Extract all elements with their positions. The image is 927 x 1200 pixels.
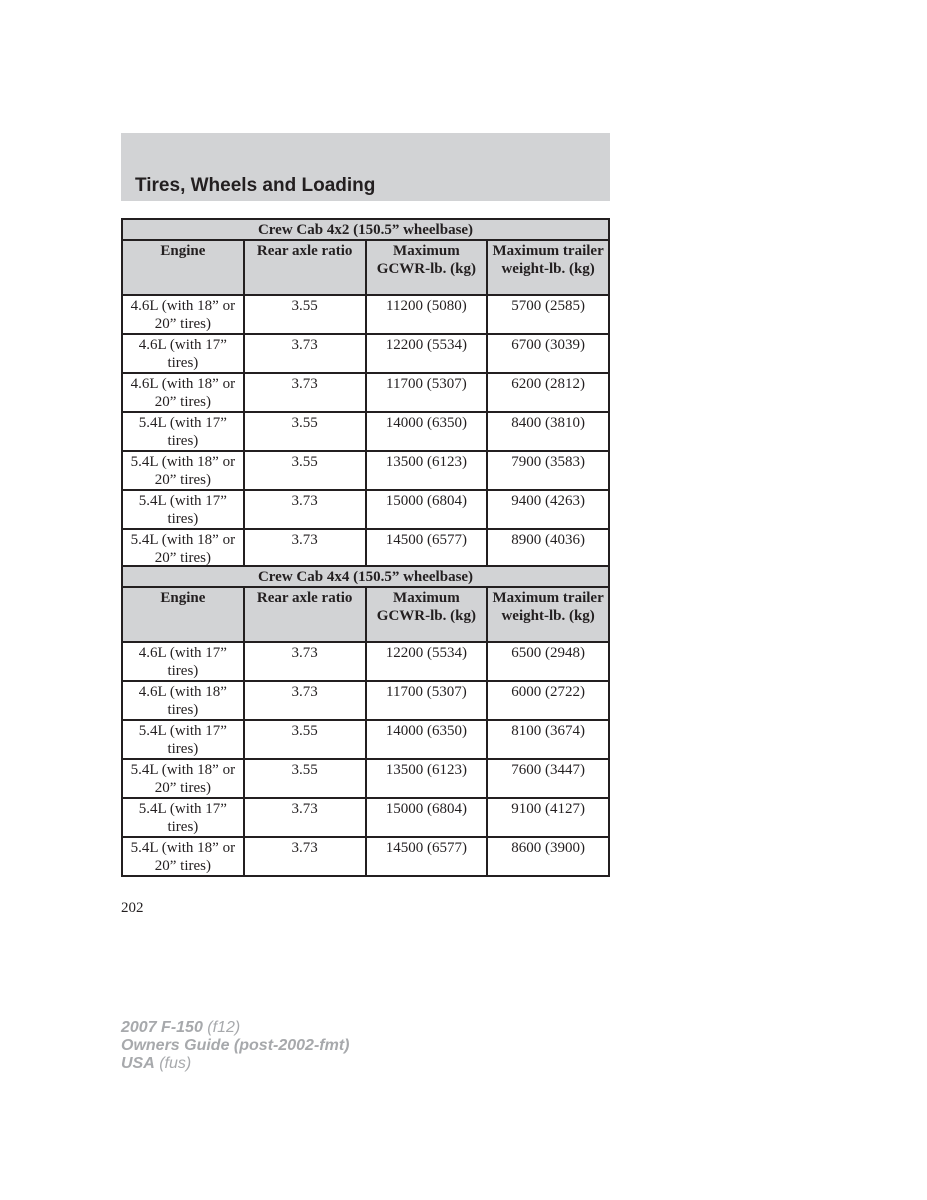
trailer-weight-cell: 9100 (4127) [487,798,609,837]
table-row [122,681,609,720]
footer-line-guide [121,1037,349,1055]
page-number: 202 [121,900,144,916]
footer-line-model [121,1019,349,1037]
trailer-weight-cell: 7600 (3447) [487,759,609,798]
table-row [122,837,609,876]
towing-table-crew-cab-4x4 [121,565,610,877]
table-row [122,334,609,373]
engine-cell: 4.6L (with 17” tires) [122,334,244,373]
table-row [122,295,609,334]
trailer-weight-cell: 8100 (3674) [487,720,609,759]
engine-cell: 5.4L (with 17” tires) [122,490,244,529]
engine-cell: 4.6L (with 18” tires) [122,681,244,720]
axle-ratio-cell: 3.55 [244,451,366,490]
engine-cell: 5.4L (with 18” or 20” tires) [122,529,244,568]
trailer-weight-cell: 8600 (3900) [487,837,609,876]
table-row [122,529,609,568]
trailer-weight-cell: 8900 (4036) [487,529,609,568]
table-caption: Crew Cab 4x4 (150.5” wheelbase) [122,566,609,587]
table-row [122,451,609,490]
gcwr-cell: 15000 (6804) [366,490,488,529]
trailer-weight-cell: 6700 (3039) [487,334,609,373]
table-row [122,720,609,759]
gcwr-cell: 11200 (5080) [366,295,488,334]
axle-ratio-cell: 3.55 [244,759,366,798]
gcwr-cell: 11700 (5307) [366,681,488,720]
section-title: Tires, Wheels and Loading [135,175,376,196]
column-header-gcwr: Maximum GCWR-lb. (kg) [366,240,488,295]
engine-cell: 5.4L (with 18” or 20” tires) [122,451,244,490]
footer-model: 2007 F-150 [121,1019,203,1036]
engine-cell: 4.6L (with 18” or 20” tires) [122,295,244,334]
engine-cell: 4.6L (with 17” tires) [122,642,244,681]
footer-guide: Owners Guide (post-2002-fmt) [121,1037,350,1054]
column-header-axle-ratio: Rear axle ratio [244,240,366,295]
engine-cell: 5.4L (with 17” tires) [122,720,244,759]
axle-ratio-cell: 3.55 [244,720,366,759]
gcwr-cell: 12200 (5534) [366,334,488,373]
axle-ratio-cell: 3.73 [244,490,366,529]
trailer-weight-cell: 6500 (2948) [487,642,609,681]
engine-cell: 5.4L (with 18” or 20” tires) [122,837,244,876]
table-header-row [122,587,609,642]
column-header-engine: Engine [122,587,244,642]
axle-ratio-cell: 3.73 [244,373,366,412]
trailer-weight-cell: 7900 (3583) [487,451,609,490]
column-header-trailer-weight: Maximum trailer weight-lb. (kg) [487,587,609,642]
gcwr-cell: 13500 (6123) [366,451,488,490]
table-header-row [122,240,609,295]
table-row [122,490,609,529]
column-header-engine: Engine [122,240,244,295]
table-row [122,412,609,451]
column-header-trailer-weight: Maximum trailer weight-lb. (kg) [487,240,609,295]
engine-cell: 5.4L (with 17” tires) [122,798,244,837]
axle-ratio-cell: 3.73 [244,334,366,373]
table-row [122,798,609,837]
axle-ratio-cell: 3.73 [244,798,366,837]
towing-table-crew-cab-4x2 [121,218,610,569]
footer-market: USA [121,1055,155,1072]
column-header-gcwr: Maximum GCWR-lb. (kg) [366,587,488,642]
gcwr-cell: 14000 (6350) [366,720,488,759]
section-header [121,133,610,201]
footer-line-market [121,1055,349,1073]
trailer-weight-cell: 8400 (3810) [487,412,609,451]
gcwr-cell: 14000 (6350) [366,412,488,451]
axle-ratio-cell: 3.73 [244,681,366,720]
engine-cell: 4.6L (with 18” or 20” tires) [122,373,244,412]
axle-ratio-cell: 3.73 [244,642,366,681]
engine-cell: 5.4L (with 17” tires) [122,412,244,451]
axle-ratio-cell: 3.55 [244,295,366,334]
table-row [122,759,609,798]
axle-ratio-cell: 3.55 [244,412,366,451]
gcwr-cell: 14500 (6577) [366,529,488,568]
gcwr-cell: 14500 (6577) [366,837,488,876]
footer-model-code: (f12) [202,1019,241,1036]
gcwr-cell: 15000 (6804) [366,798,488,837]
table-row [122,373,609,412]
table-caption: Crew Cab 4x2 (150.5” wheelbase) [122,219,609,240]
column-header-axle-ratio: Rear axle ratio [244,587,366,642]
trailer-weight-cell: 9400 (4263) [487,490,609,529]
engine-cell: 5.4L (with 18” or 20” tires) [122,759,244,798]
gcwr-cell: 13500 (6123) [366,759,488,798]
trailer-weight-cell: 5700 (2585) [487,295,609,334]
gcwr-cell: 12200 (5534) [366,642,488,681]
footer-market-code: (fus) [154,1055,192,1072]
document-footer [121,1019,349,1073]
table-row [122,642,609,681]
axle-ratio-cell: 3.73 [244,529,366,568]
axle-ratio-cell: 3.73 [244,837,366,876]
gcwr-cell: 11700 (5307) [366,373,488,412]
trailer-weight-cell: 6000 (2722) [487,681,609,720]
trailer-weight-cell: 6200 (2812) [487,373,609,412]
